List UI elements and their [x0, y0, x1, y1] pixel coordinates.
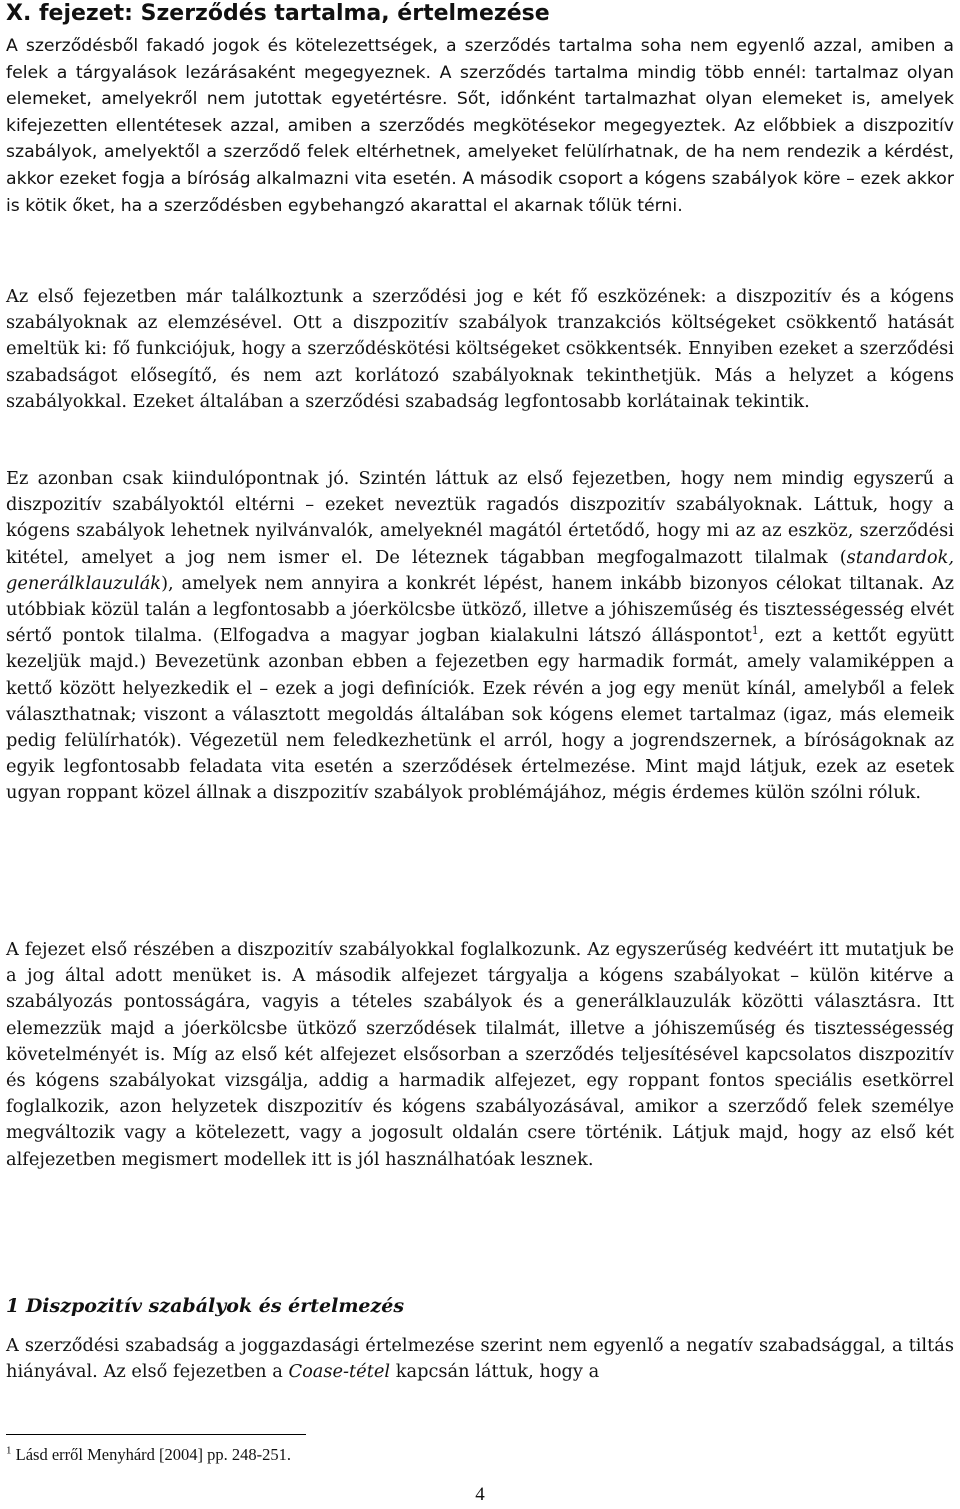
italic-term-coase: Coase-tétel	[288, 1361, 391, 1383]
chapter-title: X. fejezet: Szerződés tartalma, értelmezése	[6, 1, 550, 26]
paragraph-text: Ez azonban csak kiindulópontnak jó. Szintén láttuk az első fejezetben, hogy nem mindig egyszerű a diszpozitív szabályoktól eltérni – ezeket neveztük ragadós diszpozitív szabályoknak. Láttuk, hogy a kógens szabályok lehetnek nyilvánvalók, amelyeknél magától értetődő, hogy mi az az eszköz, szerződési kitétel, amelyet a jog nem ismer el. De léteznek tágabban megfogalmazott tilalmak (	[6, 468, 954, 568]
paragraph-text: kapcsán láttuk, hogy a	[390, 1361, 600, 1383]
paragraph-text: A szerződési szabadság a joggazdasági értelmezése szerint nem egyenlő a negatív szabadsággal, a tiltás hiányával. Az első fejezetben a	[6, 1335, 954, 1383]
footnote	[6, 1443, 954, 1467]
page-number: 4	[475, 1484, 485, 1505]
paragraph-section-start	[6, 1333, 954, 1385]
paragraph-intro: A szerződésből fakadó jogok és kötelezettségek, a szerződés tartalma soha nem egyenlő azzal, amiben a felek a tárgyalások lezárásaként megegyeznek. A szerződés tartalma mindig több ennél: tartalmaz olyan elemeket, amelyekről nem jutottak egyetértésre. Sőt, időnként tartalmazhat olyan elemeket is, amelyek kifejezetten ellentétesek azzal, amiben a szerződés megkötésekor megegyeztek. Az előbbiek a diszpozitív szabályok, amelyektől a szerződő felek eltérhetnek, amelyeket felülírhatnak, de ha nem rendezik a kérdést, akkor ezeket fogja a bíróság alkalmazni vita esetén. A második csoport a kógens szabályok köre – ezek akkor is kötik őket, ha a szerződésben egybehangzó akarattal el akarnak tőlük térni.	[6, 36, 954, 216]
italic-term-standards: standardok, generálklauzulák	[6, 546, 954, 594]
paragraph-chapter-outline: A fejezet első részében a diszpozitív szabályokkal foglalkozunk. Az egyszerűség kedvéért itt mutatjuk be a jog által adott menüket is. A második alfejezet tárgyalja a kógens szabályokat – külön kitérve a szabályozás pontosságára, vagyis a tételes szabályok és a generálklauzulák közötti választásra. Itt elemezzük majd a jóerkölcsbe ütköző szerződések tilalmát, illetve a jóhiszeműség és tisztességesség követelményét is. Míg az első két alfejezet elsősorban a szerződés teljesítésével kapcsolatos diszpozitív és kógens szabályokat vizsgálja, addig a harmadik alfejezet, egy roppant fontos speciális esetkörrel foglalkozik, azon helyzetek diszpozitív és kógens szabályozásával, amikor a szerződő felek személye megváltozik vagy a kötelezett, vagy a jogosult oldalán csere történik. Látjuk majd, hogy az első két alfejezetben megismert modellek itt is jól használhatóak lesznek.	[6, 939, 954, 1170]
paragraph-text: , ezt a kettőt együtt kezeljük majd.) Bevezetünk azonban ebben a fejezetben egy harmadik formát, amely valamiképpen a kettő között helyezkedik el – ezek a jogi definíciók. Ezek révén a jog egy menüt kínál, amelyből a felek választhatnak; viszont a választott megoldás általában sok kógens elemet tartalmaz (igaz, más elemeik pedig felülírhatók). Végezetül nem feledkezhetünk el arról, hogy a jogrendszernek, a bíróságoknak az egyik legfontosabb feladata vita esetén a szerződések értelmezése. Mint majd látjuk, ezek az esetek ugyan roppant közel állnak a diszpozitív szabályok problémájához, mégis érdemes külön szólni róluk.	[6, 625, 954, 804]
footnote-reference[interactable]: 1	[751, 624, 759, 638]
paragraph-text: ), amelyek nem annyira a konkrét lépést, hanem inkább bizonyos célokat tiltanak. Az utóbbiak közül talán a legfontosabb a jóerkölcsbe ütköző, illetve a jóhiszeműség és tisztességesség elvét sértő pontok tilalma. (Elfogadva a magyar jogban kialakulni látszó álláspontot	[6, 572, 954, 647]
footnote-text: Lásd erről Menyhárd [2004] pp. 248-251.	[11, 1445, 292, 1464]
footnote-number: 1	[6, 1444, 12, 1457]
footnote-separator	[6, 1434, 306, 1435]
section-title: 1 Diszpozitív szabályok és értelmezés	[6, 1295, 405, 1317]
paragraph-starting-point	[6, 466, 954, 807]
paragraph-first-chapter-recap: Az első fejezetben már találkoztunk a szerződési jog e két fő eszközének: a diszpozitív és a kógens szabályoknak az elemzésével. Ott a diszpozitív szabályok tranzakciós költségeket csökkentő hatását emeltük ki: fő funkciójuk, hogy a szerződéskötési költségeket csökkentsék. Ennyiben ezeket a szerződési szabadságot elősegítő, és nem azt korlátozó szabályoknak tekinthetjük. Más a helyzet a kógens szabályokkal. Ezeket általában a szerződési szabadság legfontosabb korlátainak tekintik.	[6, 286, 954, 412]
